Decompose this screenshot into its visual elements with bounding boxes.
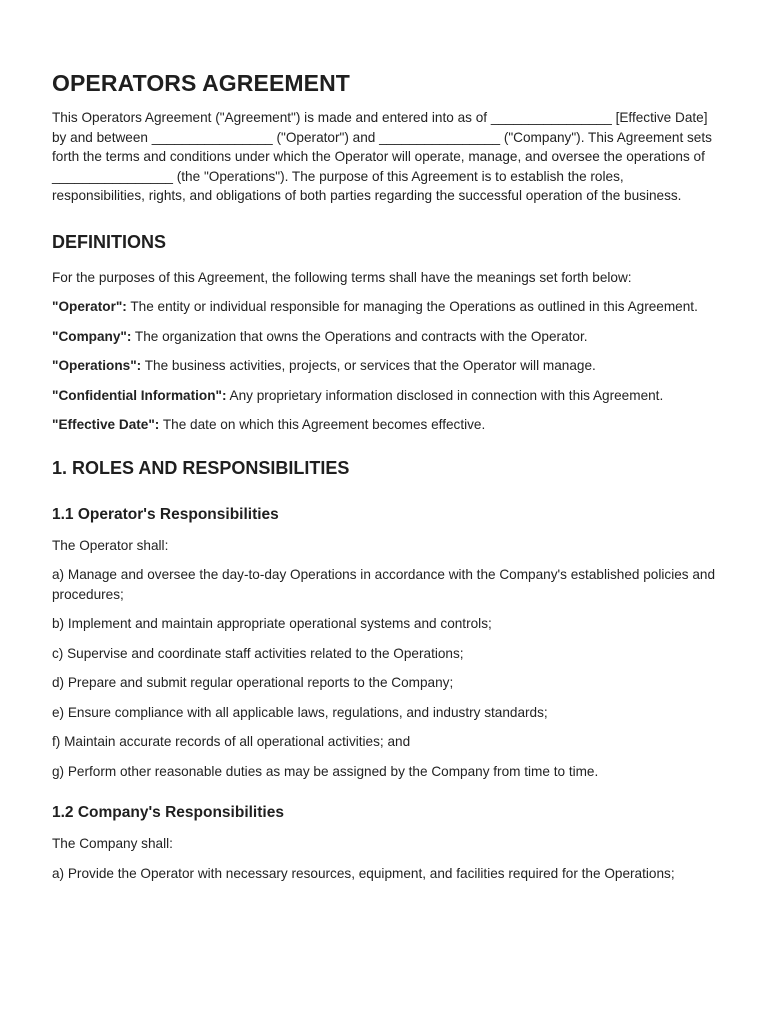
definition-item bbox=[52, 297, 720, 317]
definition-term: "Company": bbox=[52, 328, 132, 344]
list-item: a) Provide the Operator with necessary resources, equipment, and facilities required for the Operations; bbox=[52, 865, 675, 881]
definition-item bbox=[52, 386, 720, 406]
definitions-lead: For the purposes of this Agreement, the following terms shall have the meanings set forth below: bbox=[52, 269, 632, 285]
document-title: OPERATORS AGREEMENT bbox=[52, 70, 350, 96]
definition-text: The entity or individual responsible for managing the Operations as outlined in this Agreement. bbox=[126, 299, 698, 314]
subsection-1-1-heading: 1.1 Operator's Responsibilities bbox=[52, 505, 279, 523]
list-item: d) Prepare and submit regular operational reports to the Company; bbox=[52, 675, 454, 690]
operator-lead: The Operator shall: bbox=[52, 537, 169, 553]
definition-item bbox=[52, 415, 720, 435]
definition-term: "Operator": bbox=[52, 299, 127, 314]
subsection-1-2-heading: 1.2 Company's Responsibilities bbox=[52, 804, 284, 821]
definition-text: The date on which this Agreement becomes effective. bbox=[159, 417, 486, 432]
list-item: f) Maintain accurate records of all operational activities; and bbox=[52, 734, 411, 749]
document-content bbox=[52, 70, 720, 893]
definition-text: The business activities, projects, or services that the Operator will manage. bbox=[141, 358, 596, 373]
intro-paragraph: This Operators Agreement ("Agreement") is made and entered into as of ________________ [Effective Date] by and between ________________ ("Operator") and ________________ ("Company"). This Agreement sets forth the terms and conditions under which the Operator will operate, manage, and oversee the operations of ________________ (the "Operations"). The purpose of this Agreement is to establish the roles, responsibilities, rights, and obligations of both parties regarding the successful operation of the business. bbox=[52, 110, 712, 203]
list-item: a) Manage and oversee the day-to-day Operations in accordance with the Company's established policies and procedures; bbox=[52, 567, 716, 602]
list-item: b) Implement and maintain appropriate operational systems and controls; bbox=[52, 616, 492, 631]
list-item: g) Perform other reasonable duties as may be assigned by the Company from time to time. bbox=[52, 763, 599, 779]
company-lead: The Company shall: bbox=[52, 836, 173, 851]
definition-text: The organization that owns the Operations and contracts with the Operator. bbox=[131, 328, 588, 344]
definitions-heading: DEFINITIONS bbox=[52, 231, 167, 252]
list-item: e) Ensure compliance with all applicable laws, regulations, and industry standards; bbox=[52, 704, 548, 720]
definition-term: "Operations": bbox=[52, 358, 142, 373]
definition-term: "Confidential Information": bbox=[52, 387, 227, 403]
definition-item bbox=[52, 356, 720, 376]
list-item: c) Supervise and coordinate staff activities related to the Operations; bbox=[52, 645, 464, 661]
definition-item bbox=[52, 327, 720, 347]
definition-term: "Effective Date": bbox=[52, 417, 160, 432]
section-1-heading: 1. ROLES AND RESPONSIBILITIES bbox=[52, 457, 350, 478]
definition-text: Any proprietary information disclosed in connection with this Agreement. bbox=[226, 387, 664, 403]
